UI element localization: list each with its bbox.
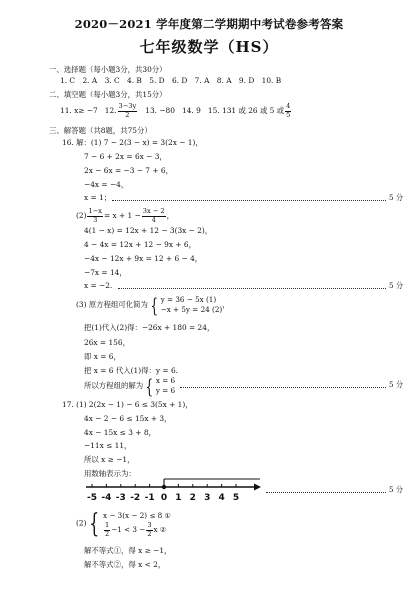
answer-14: 14. 9 [182, 106, 201, 115]
tick-label: 0 [160, 493, 168, 503]
section-1-answers: 1. C 2. A 3. C 4. B 5. D 6. D 7. A 8. A 9. D 10. B [60, 76, 282, 85]
tick-label: -5 [87, 493, 97, 503]
q17-1-line-2: 4x − 2 − 6 ≤ 15x + 3， [84, 414, 172, 423]
number-line-arrow [254, 484, 261, 491]
q16-3-solution-values: x = 6 y = 6 [155, 376, 176, 395]
number-line [84, 478, 264, 504]
left-brace: { [145, 374, 154, 398]
section-1-heading: 一、选择题（每小题3分，共30分） [49, 65, 167, 74]
tick-label: -1 [144, 493, 155, 503]
answer-15-fraction: $\frac{4}{5}$ [286, 102, 291, 119]
q16-2-line-1: 4(1 − x) = 12x + 12 − 3(3x − 2)， [84, 226, 213, 235]
score-leader-dots [112, 200, 386, 201]
q16-1-score: 5 分 [389, 193, 404, 202]
exam-answer-title: 2020－2021 学年度第二学期期中考试卷参考答案 [74, 17, 344, 31]
grade-subject-subtitle: 七年级数学（HS） [139, 38, 279, 56]
q16-2-equation: (2) $\frac{1-x}{3}$ = x + 1 − $\frac{3x - 2}{4}$ ， [76, 207, 175, 224]
q17-2-inequalities: x − 3(x − 2) ≤ 8 ① $\frac{1}{2}$ −1 < 3 − $\frac{3}{2}$ x ② [103, 511, 171, 538]
q16-1-line-4: −4x = −4， [84, 180, 129, 189]
q16-3-score: 5 分 [389, 380, 404, 389]
q16-1-line-3: 2x − 6x = −3 − 7 + 6， [84, 166, 173, 175]
section-2-answers [60, 103, 292, 119]
section-3-heading: 三、解答题（共8题，共75分） [49, 126, 152, 135]
score-leader-dots [180, 387, 386, 388]
tick-label: 4 [218, 493, 225, 503]
score-leader-dots [266, 492, 386, 493]
tick-label: 5 [232, 493, 240, 503]
left-brace: { [89, 508, 100, 539]
number-line-graphic [84, 478, 264, 504]
q16-2-score: 5 分 [389, 281, 404, 290]
q16-2-line-2: 4 − 4x = 12x + 12 − 9x + 6， [84, 240, 196, 249]
q17-2-fraction-b: $\frac{3}{2}$ [147, 521, 152, 538]
q16-3-system: (3) 原方程组可化简为 { y = 36 − 5x (1) −x + 5y = 24 (2) ， [76, 293, 230, 317]
tick-label: 3 [204, 493, 211, 503]
section-2-heading: 二、填空题（每小题3分，共15分） [49, 90, 167, 99]
left-brace: { [150, 293, 159, 317]
q17-1-line-5: 所以 x ≥ −1， [84, 455, 135, 464]
q17-2-fraction-a: $\frac{1}{2}$ [105, 521, 110, 538]
score-leader-dots [118, 288, 386, 289]
q16-1-line-5: x = 1； [84, 193, 112, 202]
tick-label: 1 [175, 493, 182, 503]
q16-3-equations: y = 36 − 5x (1) −x + 5y = 24 (2) [160, 295, 223, 314]
q17-2-line-2: 解不等式②，得 x < 2， [84, 560, 166, 569]
q17-1-score: 5 分 [389, 485, 404, 494]
q16-3-line-3: 即 x = 6， [84, 352, 121, 361]
answer-12: 12. $\frac{3-3y}{2}$ [104, 102, 137, 119]
tick-label: -2 [130, 493, 141, 503]
number-line-labels [87, 493, 239, 503]
q17-2-line-1: 解不等式①，得 x ≥ −1， [84, 546, 172, 555]
q17-2-system: (2) { x − 3(x − 2) ≤ 8 ① $\frac{1}{2}$ −1 < 3 − $\frac{3}{2}$ x ② [76, 508, 171, 539]
q16-2-fraction-left: $\frac{1-x}{3}$ [88, 207, 102, 224]
answer-13: 13. −80 [145, 106, 175, 115]
answer-12-fraction: $\frac{3-3y}{2}$ [118, 102, 137, 119]
tick-label: 2 [189, 493, 196, 503]
q16-3-line-1: 把(1)代入(2)得：−26x + 180 = 24， [84, 323, 215, 332]
q17-1-line-3: 4x − 15x ≤ 3 + 8， [84, 428, 156, 437]
q16-2-line-4: −7x = 14， [84, 268, 127, 277]
q16-3-line-2: 26x = 156， [84, 338, 130, 347]
tick-label: -4 [101, 493, 112, 503]
answer-11: 11. x≥ −7 [60, 106, 98, 115]
q16-2-line-3: −4x − 12x + 9x = 12 + 6 − 4， [84, 254, 203, 263]
q16-2-line-5: x = −2. [84, 281, 113, 290]
q17-1-line-4: −11x ≤ 11， [84, 441, 132, 450]
tick-label: -3 [115, 493, 126, 503]
answer-15: 15. 131 或 26 或 5 或 $\frac{4}{5}$ [207, 102, 291, 119]
q16-3-solution: 所以方程组的解为 { x = 6 y = 6 [84, 374, 176, 398]
q16-1-line-1: 16. 解：(1) 7 − 2(3 − x) = 3(2x − 1)， [62, 138, 203, 147]
q17-1-line-6: 用数轴表示为： [84, 469, 136, 478]
q16-3-line-4: 把 x = 6 代入(1)得：y = 6. [84, 366, 179, 375]
q16-1-line-2: 7 − 6 + 2x = 6x − 3， [84, 152, 167, 161]
q16-2-fraction-right: $\frac{3x - 2}{4}$ [142, 207, 165, 224]
q17-1-line-1: 17. (1) 2(2x − 1) − 6 ≤ 3(5x + 1)， [62, 400, 193, 409]
